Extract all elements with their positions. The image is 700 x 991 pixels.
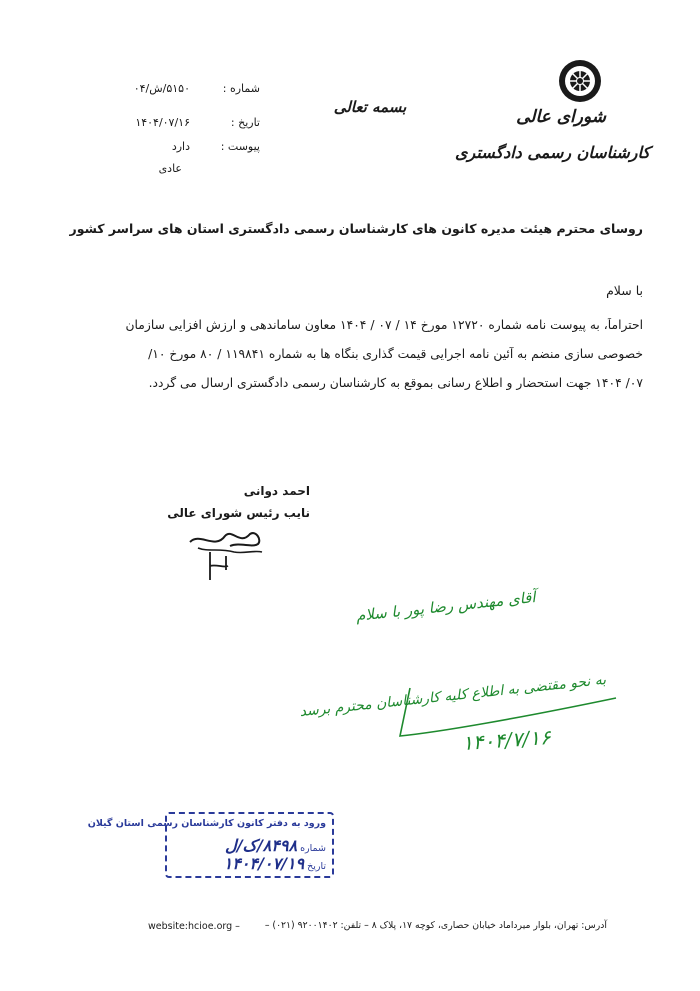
logo-text-line1: شورای عالی <box>516 107 606 127</box>
recipient-line: روسای محترم هیئت مدیره کانون های کارشناسان رسمی دادگستری استان های سراسر کشور <box>69 221 643 236</box>
greeting: با سلام <box>606 283 643 298</box>
signatory-title: نایب رئیس شورای عالی <box>167 506 310 520</box>
body-line-1: احتراماً، به پیوست نامه شماره ۱۲۷۲۰ مورخ ۱۴ / ۰۷ / ۱۴۰۴ معاون ساماندهی و ارزش افزایی سازمان <box>125 318 643 332</box>
council-logo <box>455 55 662 175</box>
stamp-number-row <box>225 836 326 855</box>
basmala-heading: بسمه تعالی <box>333 98 407 116</box>
attachment-label: پیوست : <box>220 140 260 153</box>
handwritten-signature <box>170 522 270 587</box>
attachment-value: دارد <box>171 140 190 153</box>
date-value: ۱۴۰۴/۰۷/۱۶ <box>135 116 190 129</box>
handwritten-note-date: ۱۴۰۴/۷/۱۶ <box>461 724 552 756</box>
handwritten-note-line1: آقای مهندس رضا پور با سلام <box>354 588 536 625</box>
body-line-2: خصوصی سازی منضم به آئین نامه اجرایی قیمت گذاری بنگاه ها به شماره ۱۱۹۸۴۱ / ۸۰ مورخ ۱۰/ <box>148 347 643 361</box>
stamp-number-value: ۸۴۹۸/ک/ل <box>225 836 298 855</box>
body-line-3: ۰۷/ ۱۴۰۴ جهت استحضار و اطلاع رسانی بموقع به کارشناسان رسمی دادگستری ارسال می گردد. <box>148 376 643 390</box>
receipt-stamp <box>87 812 334 878</box>
handwritten-note-line2: به نحو مقتضی به اطلاع کلیه کارشناسان محترم برسد <box>298 672 607 721</box>
logo-text-line2: کارشناسان رسمی دادگستری <box>455 143 650 162</box>
stamp-date-label: تاریخ <box>307 861 326 872</box>
footer-address: آدرس: تهران، بلوار میرداماد خیابان حصاری، کوچه ۱۷، پلاک ۸ – تلفن: ۹۲۰۰۱۴۰۲ (۰۲۱) – <box>264 920 607 931</box>
signatory-name: احمد دوانی <box>243 484 310 498</box>
stamp-date-row <box>224 854 326 873</box>
stamp-date-value: ۱۴۰۴/۰۷/۱۹ <box>223 854 305 873</box>
classification-value: عادی <box>158 162 182 175</box>
number-label: شماره : <box>222 82 260 95</box>
footer-website: website:hcioe.org – <box>148 921 240 932</box>
stamp-title: ورود به دفتر کانون کارشناسان رسمی استان گیلان <box>87 818 326 829</box>
number-value: ۵۱۵۰/ش/۰۴ <box>133 82 190 95</box>
date-label: تاریخ : <box>230 116 260 129</box>
stamp-number-label: شماره <box>300 843 326 854</box>
